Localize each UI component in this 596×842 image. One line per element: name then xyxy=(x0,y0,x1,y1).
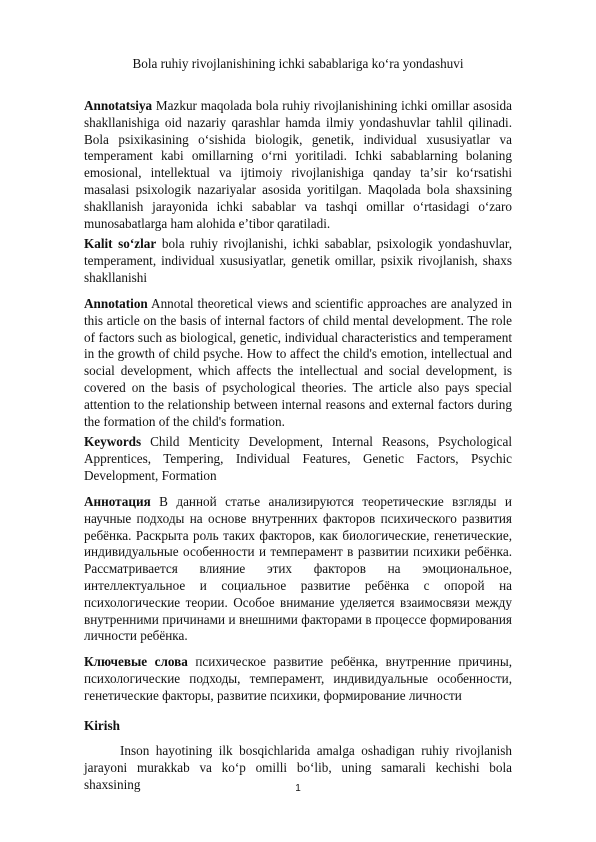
page-number: 1 xyxy=(295,783,301,794)
article-title: Bola ruhiy rivojlanishining ichki sabablariga koʻra yondashuvi xyxy=(132,56,464,71)
abstract-ru xyxy=(84,494,512,645)
abstract-uz xyxy=(84,98,512,232)
abstract-en-text: Annotal theoretical views and scientific approaches are analyzed in this article on the basis of internal factors of child mental development. The role of factors such as biological, genetic, individual characteristics and temperament in the growth of child psyche. How to affect the child's emotion, intellectual and social development, which affects the intellectual and social development, is covered on the basis of psychological theories. The article also pays special attention to the relationship between internal reasons and external factors during the formation of the child's formation. xyxy=(84,296,512,429)
keywords-ru-text: психическое развитие ребёнка, внутренние причины, психологические подходы, темперамент, индивидуальные особенности, генетические факторы, развитие психики, формирование личности xyxy=(84,654,512,703)
keywords-uz xyxy=(84,236,512,286)
keywords-uz-text: bola ruhiy rivojlanishi, ichki sabablar, psixologik yondashuvlar, temperament, individual xususiyatlar, genetik omillar, psixik rivojlanish, shaxs shakllanishi xyxy=(84,236,512,285)
abstract-en xyxy=(84,296,512,430)
keywords-uz-label: Kalit soʻzlar xyxy=(84,236,157,251)
abstract-en-label: Annotation xyxy=(84,296,148,311)
keywords-ru xyxy=(84,654,512,704)
abstract-ru-text: В данной статье анализируются теоретические взгляды и научные подходы на основе внутренних факторов психического развития ребёнка. Раскрыта роль таких факторов, как биологические, генетические, индивидуальные особенности и темперамент в развитии психики ребёнка. Рассматривается влияние этих факторов на эмоциональное, интеллектуальное и социальное развитие ребёнка с опорой на психологические теории. Особое внимание уделяется взаимосвязи между внутренними причинами и внешними факторами в процессе формирования личности ребёнка. xyxy=(84,494,512,644)
abstract-ru-label: Аннотация xyxy=(84,494,151,509)
section-heading-intro: Kirish xyxy=(84,718,120,733)
abstract-uz-text: Mazkur maqolada bola ruhiy rivojlanishining ichki omillar asosida shakllanishiga oid nazariy qarashlar hamda ilmiy yondashuvlar tahlil qilinadi. Bola psixikasining oʻsishida biologik, genetik, individual xususiyatlar va temperament kabi omillarning oʻrni yoritiladi. Ichki sabablarning bolaning emosional, intellektual va ijtimoiy rivojlanishiga qanday taʼsir koʻrsatishi masalasi psixologik nazariyalar asosida yoritilgan. Maqolada bola shaxsining shakllanish jarayonida ichki sabablar va tashqi omillar oʻrtasidagi oʻzaro munosabatlarga ham alohida eʼtibor qaratiladi. xyxy=(84,98,512,231)
keywords-en-text: Child Menticity Development, Internal Reasons, Psychological Apprentices, Tempering, Individual Features, Genetic Factors, Psychic Development, Formation xyxy=(84,434,512,483)
keywords-en-label: Keywords xyxy=(84,434,142,449)
keywords-en xyxy=(84,434,512,484)
abstract-uz-label: Annotatsiya xyxy=(84,98,153,113)
keywords-ru-label: Ключевые слова xyxy=(84,654,188,669)
intro-paragraph: Inson hayotining ilk bosqichlarida amalga oshadigan ruhiy rivojlanish jarayoni murakkab va koʻp omilli boʻlib, uning samarali kechishi bola shaxsining xyxy=(84,743,512,792)
